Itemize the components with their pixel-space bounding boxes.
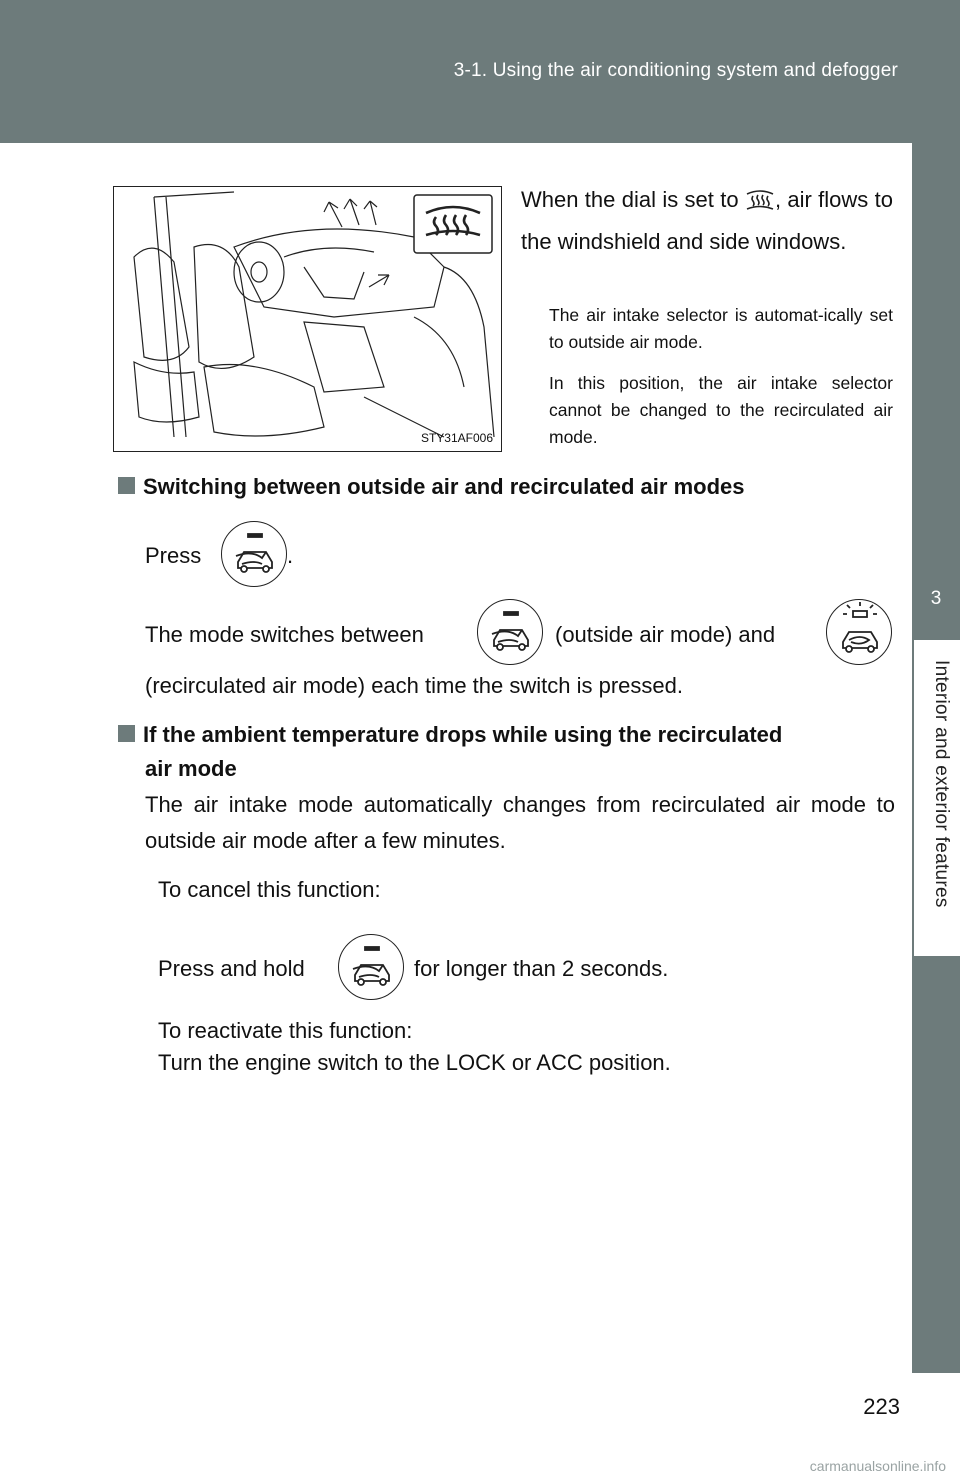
section2-heading-line1: If the ambient temperature drops while using the recirculated (143, 722, 783, 747)
square-bullet-icon (118, 725, 135, 742)
windshield-defrost-icon (745, 187, 775, 224)
reactivate-body: Turn the engine switch to the LOCK or ACC position. (158, 1050, 671, 1075)
outside-air-mode-icon (477, 599, 543, 665)
hold-after: for longer than 2 seconds. (414, 956, 669, 981)
chapter-number: 3 (930, 588, 942, 609)
cabin-airflow-illustration (113, 186, 502, 452)
page-number: 223 (863, 1394, 900, 1419)
recirculated-air-mode-icon (826, 599, 892, 665)
intro-paragraph (521, 182, 893, 260)
press-label: Press (145, 543, 202, 568)
hold-label: Press and hold (158, 956, 305, 981)
figure-caption: STY31AF006 (420, 431, 493, 445)
cancel-label: To cancel this function: (158, 877, 381, 902)
section-title: 3-1. Using the air conditioning system and defogger (453, 60, 898, 81)
section-heading-text: Switching between outside air and recirculated air modes (143, 474, 745, 499)
cabin-drawing (114, 187, 500, 450)
intro-note-2: In this position, the air intake selector cannot be changed to the recirculated air mode. (549, 373, 893, 447)
mode-text-1: The mode switches between (145, 622, 424, 647)
page-header (0, 0, 960, 143)
reactivate-label: To reactivate this function: (158, 1018, 413, 1043)
air-intake-hold-button-icon (338, 934, 404, 1000)
section-heading-ambient (118, 718, 894, 752)
chapter-title: Interior and exterior features (931, 660, 952, 908)
intro-text-before: When the dial is set to (521, 187, 745, 212)
air-intake-button-icon (221, 521, 287, 587)
intro-note-1: The air intake selector is automat-ically set to outside air mode. (549, 305, 893, 352)
mode-text-3: (recirculated air mode) each time the switch is pressed. (145, 673, 683, 698)
section2-heading-line2: air mode (145, 756, 237, 781)
watermark: carmanualsonline.info (809, 1458, 946, 1474)
mode-text-2: (outside air mode) and (555, 622, 776, 647)
intro-text-after: , air flows to the windshield and side windows. (521, 187, 893, 254)
square-bullet-icon (118, 477, 135, 494)
section-heading-switching (118, 470, 894, 504)
press-period: . (287, 543, 294, 568)
section2-body: The air intake mode automatically changes from recirculated air mode to outside air mode after a few minutes. (145, 792, 895, 853)
